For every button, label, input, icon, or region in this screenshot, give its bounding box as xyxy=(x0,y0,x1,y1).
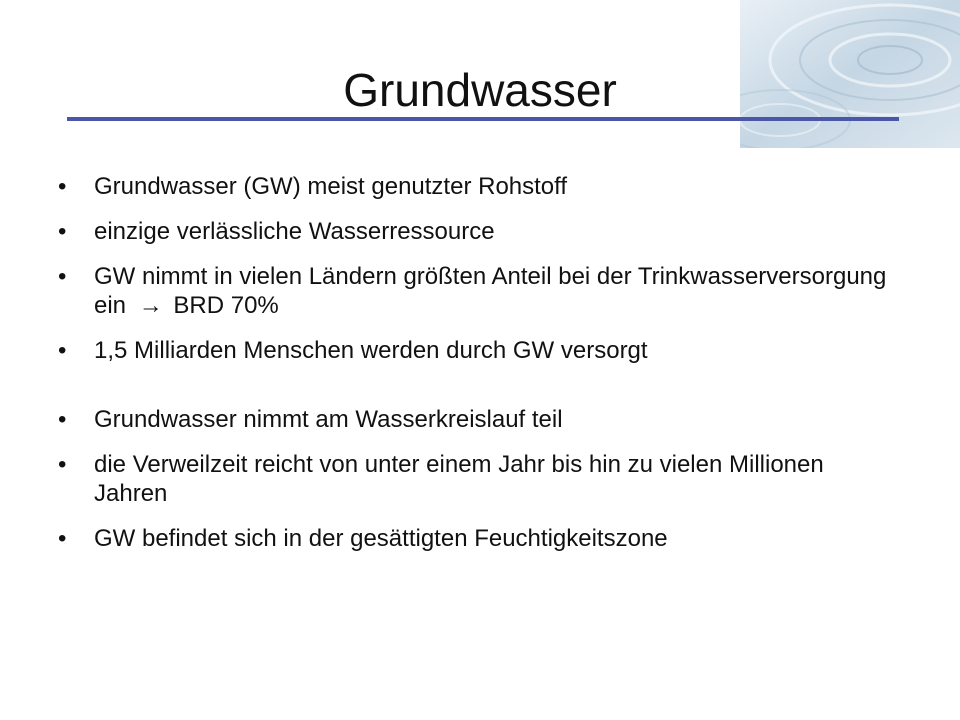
bullet-text: Grundwasser (GW) meist genutzter Rohstoff xyxy=(94,173,568,200)
bullet-item xyxy=(58,217,898,246)
right-arrow-icon: → xyxy=(138,292,163,319)
bullet-item xyxy=(58,262,898,320)
bullet-icon: • xyxy=(58,173,67,200)
bullet-icon: • xyxy=(58,263,67,290)
bullet-text-after-arrow: BRD 70% xyxy=(173,292,279,319)
bullet-text: Grundwasser nimmt am Wasserkreislauf teil xyxy=(94,406,563,433)
bullet-icon: • xyxy=(58,525,67,552)
bullet-text: GW nimmt in vielen Ländern größten Anteil bei der Trinkwasserversorgung ein xyxy=(94,263,887,319)
bullet-icon: • xyxy=(58,406,67,433)
bullet-text: die Verweilzeit reicht von unter einem Jahr bis hin zu vielen Millionen Jahren xyxy=(94,451,824,507)
bullet-text: einzige verlässliche Wasserressource xyxy=(94,218,495,245)
title-underline xyxy=(67,117,899,121)
bullet-item xyxy=(58,450,898,508)
slide-title: Grundwasser xyxy=(343,64,617,116)
bullet-icon: • xyxy=(58,218,67,245)
bullet-text: 1,5 Milliarden Menschen werden durch GW versorgt xyxy=(94,337,648,364)
bullet-item xyxy=(58,405,898,434)
bullet-icon: • xyxy=(58,337,67,364)
bullet-text: GW befindet sich in der gesättigten Feuchtigkeitszone xyxy=(94,525,668,552)
bullet-item xyxy=(58,172,898,201)
bullet-icon: • xyxy=(58,451,67,478)
bullet-item xyxy=(58,524,898,553)
bullet-item xyxy=(58,336,898,365)
bullet-list xyxy=(58,172,898,569)
